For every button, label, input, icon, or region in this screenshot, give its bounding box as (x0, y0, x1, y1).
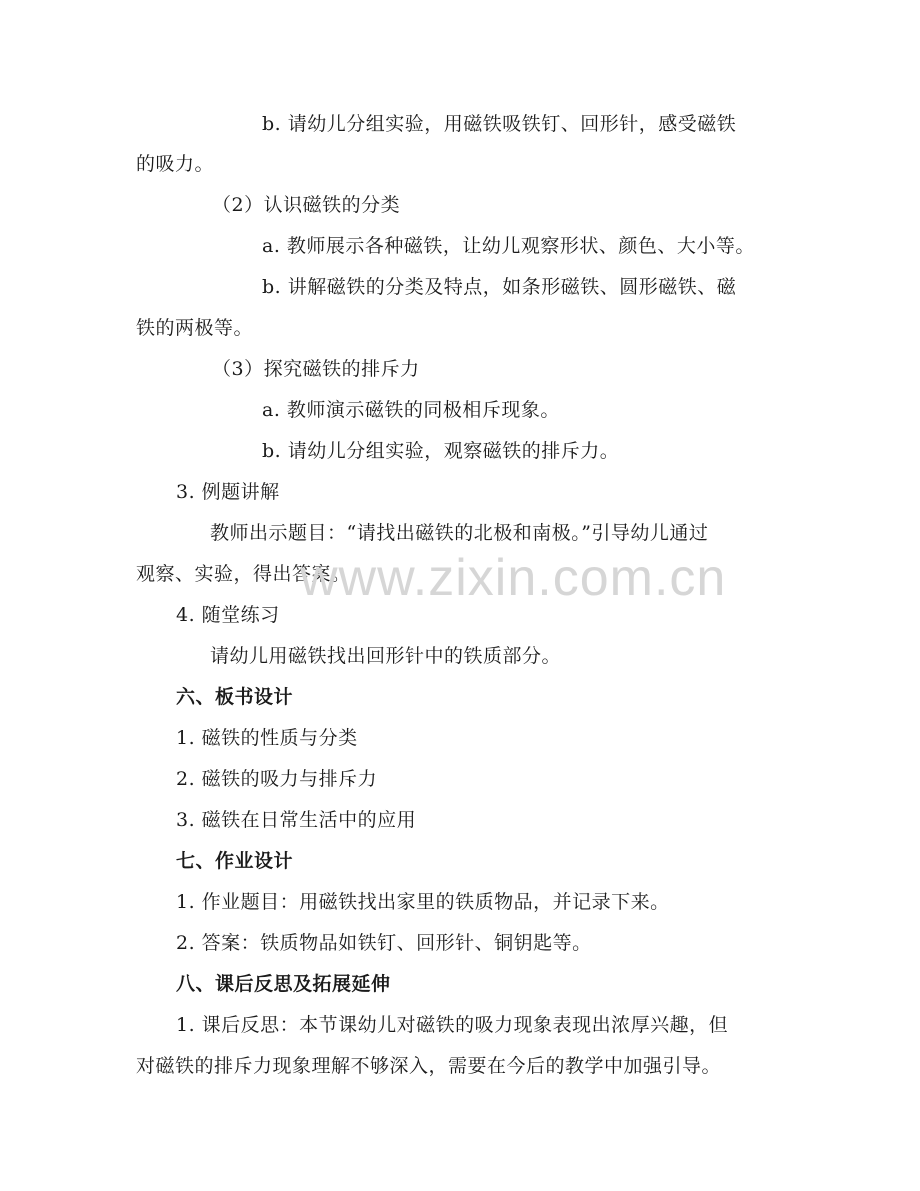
practice-paragraph: 请幼儿用磁铁找出回形针中的铁质部分。 (210, 645, 562, 667)
watermark-text: www.zixin.com.cn (300, 549, 727, 607)
example-paragraph-line2: 观察、实验，得出答案。 (136, 563, 351, 585)
step-b-classification-line2: 铁的两极等。 (136, 317, 254, 339)
step-b-attraction-line2: 的吸力。 (136, 153, 215, 175)
step-b-attraction-line1: b. 请幼儿分组实验，用磁铁吸铁钉、回形针，感受磁铁 (262, 113, 737, 135)
section-6-heading: 六、板书设计 (176, 686, 294, 708)
item-3-heading: 3. 例题讲解 (176, 481, 280, 503)
board-item-1: 1. 磁铁的性质与分类 (176, 727, 358, 749)
section-7-heading: 七、作业设计 (176, 850, 294, 872)
section-8-heading: 八、课后反思及拓展延伸 (176, 973, 391, 995)
step-b-repulsion: b. 请幼儿分组实验，观察磁铁的排斥力。 (262, 440, 620, 462)
reflection-line1: 1. 课后反思：本节课幼儿对磁铁的吸力现象表现出浓厚兴趣，但 (176, 1014, 729, 1036)
homework-item-2: 2. 答案：铁质物品如铁钉、回形针、铜钥匙等。 (176, 932, 592, 954)
step-b-classification-line1: b. 讲解磁铁的分类及特点，如条形磁铁、圆形磁铁、磁 (262, 276, 737, 298)
step-a-repulsion: a. 教师演示磁铁的同极相斥现象。 (262, 399, 560, 421)
board-item-3: 3. 磁铁在日常生活中的应用 (176, 809, 417, 831)
step-a-classification: a. 教师展示各种磁铁，让幼儿观察形状、颜色、大小等。 (262, 235, 755, 257)
subsection-2-heading: （2）认识磁铁的分类 (212, 194, 401, 216)
subsection-3-heading: （3）探究磁铁的排斥力 (212, 358, 420, 380)
board-item-2: 2. 磁铁的吸力与排斥力 (176, 768, 378, 790)
reflection-line2: 对磁铁的排斥力现象理解不够深入，需要在今后的教学中加强引导。 (136, 1055, 722, 1077)
example-paragraph-line1: 教师出示题目：“请找出磁铁的北极和南极。”引导幼儿通过 (210, 522, 709, 544)
homework-item-1: 1. 作业题目：用磁铁找出家里的铁质物品，并记录下来。 (176, 891, 670, 913)
item-4-heading: 4. 随堂练习 (176, 604, 280, 626)
